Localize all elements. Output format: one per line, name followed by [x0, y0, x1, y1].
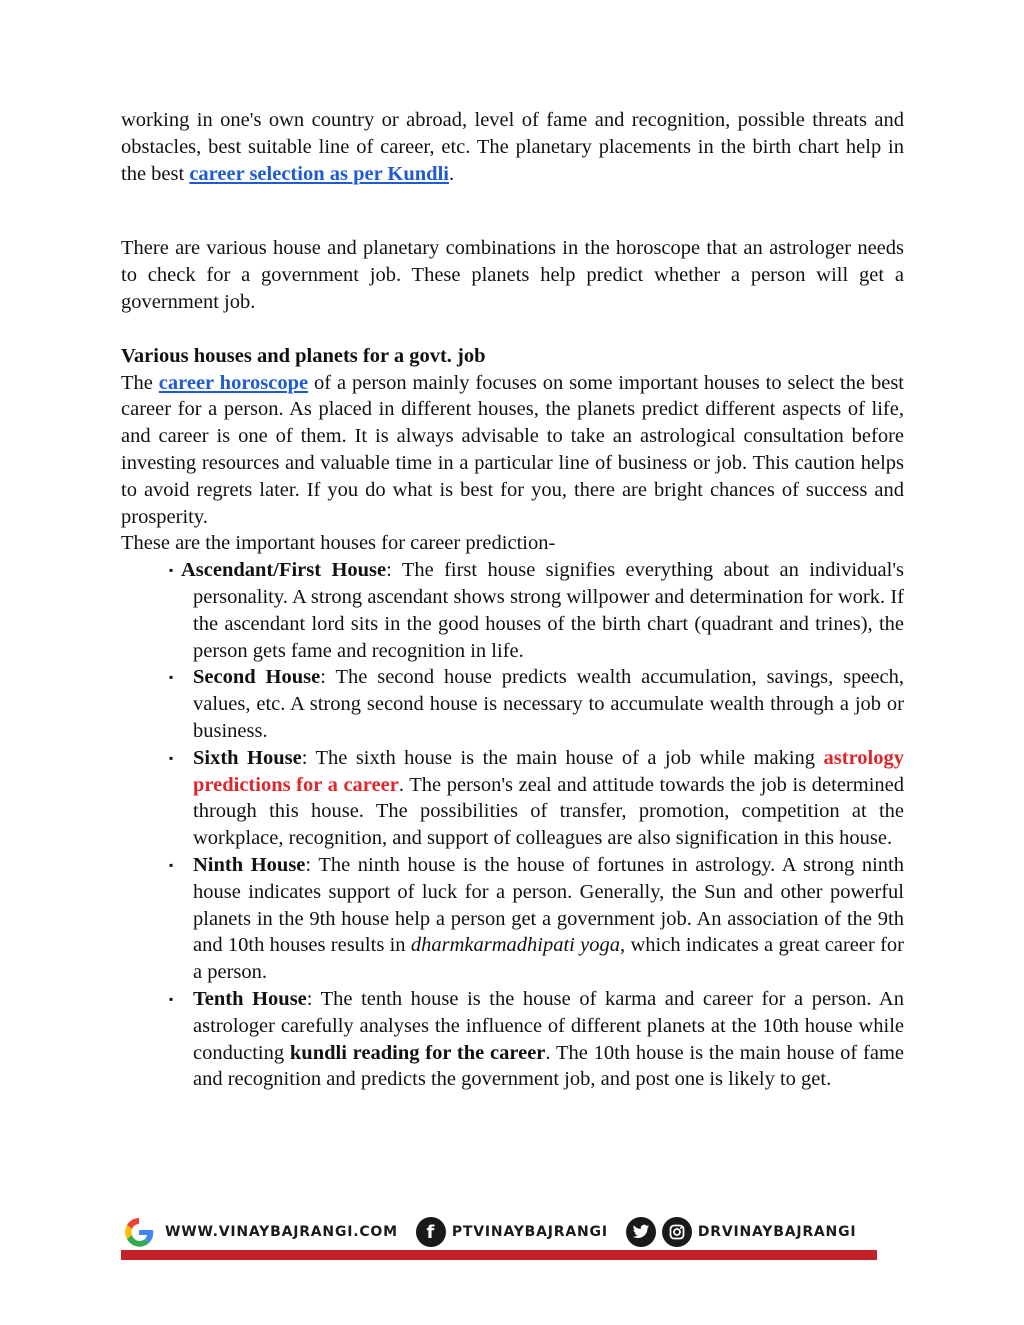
- bullet-icon: ▪: [169, 670, 174, 685]
- footer-banner: [121, 1212, 877, 1260]
- kundli-reading-term: kundli reading for the career: [289, 1041, 546, 1064]
- instagram-icon[interactable]: [662, 1217, 692, 1247]
- houses-list: [121, 557, 904, 1093]
- website-link[interactable]: WWW.VINAYBAJRANGI.COM: [165, 1224, 398, 1240]
- document-body: [121, 107, 904, 1093]
- paragraph-text: .: [448, 162, 455, 185]
- house-text: : The second house predicts wealth accumulation, savings, speech, values, etc. A strong second house is necessary to accumulate wealth through a job or business.: [193, 666, 905, 742]
- house-title: Sixth House: [193, 746, 302, 769]
- paragraph-government-job: There are various house and planetary combinations in the horoscope that an astrologer needs to check for a government job. These planets help predict whether a person will get a government job.: [121, 237, 904, 313]
- house-title: Ninth House: [193, 853, 306, 876]
- house-text: , which indicates a great career for a person.: [193, 934, 905, 984]
- paragraph-text: The: [121, 371, 159, 394]
- house-text: . The 10th house is the main house of fame and recognition and predicts the government job, and post one is likely to get.: [193, 1041, 905, 1091]
- career-horoscope-link[interactable]: career horoscope: [158, 371, 309, 394]
- house-text: . The person's zeal and attitude towards the job is determined through this house. The possibilities of transfer, promotion, competition at the workplace, recognition, and support of colleagues are also signification in this house.: [193, 773, 904, 850]
- section-heading: Various houses and planets for a govt. job: [121, 344, 486, 367]
- bullet-icon: ▪: [169, 857, 174, 872]
- paragraph-text: working in one's own country or abroad, level of fame and recognition, possible threats and obstacles, best suitable line of career, etc. The planetary placements in the birth chart help in the best: [121, 109, 904, 185]
- footer-contacts: [121, 1212, 877, 1252]
- house-text: : The ninth house is the house of fortunes in astrology. A strong ninth house indicates support of luck for a person. Generally, the Sun and other powerful planets in the 9th house help a person get a government job. An association of the 9th and 10th houses results in: [193, 853, 904, 957]
- house-title: Ascendant/First House: [181, 559, 387, 582]
- list-item-sixth-house: [121, 745, 904, 852]
- list-item-ascendant: [121, 557, 904, 664]
- yoga-term: dharmkarmadhipati yoga: [410, 934, 621, 957]
- google-icon: [121, 1214, 157, 1250]
- list-intro: These are the important houses for career prediction-: [121, 532, 556, 555]
- astrology-predictions-link[interactable]: astrology predictions for a career: [193, 746, 904, 796]
- list-item-tenth-house: [121, 986, 904, 1093]
- bullet-icon: ▪: [169, 750, 174, 765]
- house-title: Second House: [193, 666, 321, 689]
- list-item-second-house: [121, 664, 904, 744]
- house-text: : The tenth house is the house of karma and career for a person. An astrologer carefully analyses the influence of different planets at the 10th house while conducting: [193, 987, 904, 1064]
- bullet-icon: ▪: [169, 991, 174, 1006]
- twitter-icon[interactable]: [626, 1217, 656, 1247]
- footer-red-bar: [121, 1250, 877, 1260]
- paragraph-career-horoscope: [121, 370, 904, 531]
- list-item-ninth-house: [121, 852, 904, 986]
- facebook-icon[interactable]: f: [416, 1217, 446, 1247]
- facebook-handle[interactable]: PTVINAYBAJRANGI: [451, 1224, 608, 1240]
- house-text: : The sixth house is the main house of a job while making: [301, 746, 824, 769]
- house-title: Tenth House: [193, 987, 307, 1010]
- house-text: : The first house signifies everything about an individual's personality. A strong ascendant shows strong willpower and determination for work. If the ascendant lord sits in the good houses of the birth chart (quadrant and trines), the person gets fame and recognition in life.: [193, 559, 904, 662]
- bullet-icon: ▪: [169, 563, 174, 578]
- paragraph-text: of a person mainly focuses on some important houses to select the best career for a person. As placed in different houses, the planets predict different aspects of life, and career is one of them. It is always advisable to take an astrological consultation before investing resources and valuable time in a particular line of business or job. This caution helps to avoid regrets later. If you do what is best for you, there are bright chances of success and prosperity.: [121, 371, 904, 528]
- paragraph-intro: [121, 107, 904, 187]
- career-selection-link[interactable]: career selection as per Kundli: [189, 162, 449, 185]
- social-handle[interactable]: DRVINAYBAJRANGI: [697, 1224, 857, 1240]
